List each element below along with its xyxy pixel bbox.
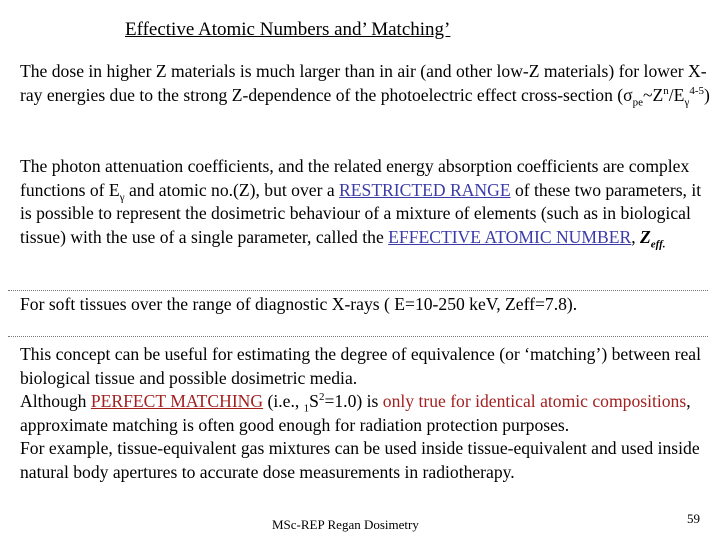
paragraph-matching (20, 343, 710, 484)
zeff-z: Z (640, 226, 651, 247)
paragraph-soft-tissue: For soft tissues over the range of diagnostic X-rays ( E=10-250 keV, Zeff=7.8). (20, 294, 578, 314)
approx-z: ~Z (643, 84, 664, 105)
p1-text: The dose in higher Z materials is much larger than in air (and other low-Z materials) for lower X-ray energies due to the strong Z-dependence of the photoelectric effect cross-section ( (20, 61, 707, 105)
p4-text-b: , approximate matching is often good enough for radiation protection purposes. (20, 391, 691, 435)
close-paren: ) (703, 84, 710, 105)
restricted-range-link[interactable]: RESTRICTED RANGE (339, 179, 511, 200)
footer-course: MSc-REP Regan Dosimetry (272, 517, 419, 532)
sup-2: 2 (318, 391, 325, 404)
sup-n: n (663, 84, 669, 97)
zeff-symbol (640, 226, 666, 251)
sigma-symbol: σ (623, 84, 633, 105)
comma: , (631, 226, 641, 247)
paragraph-photoelectric (20, 60, 710, 107)
p2-text-a: The photon attenuation coefficients, and the related energy absorption coefficients are complex functions of E (20, 156, 690, 200)
p4-text-a: This concept can be useful for estimating the degree of equivalence (or ‘matching’) between real biological tissue and possible dosimetric media. (20, 344, 701, 388)
p2-text-c: of these two parameters, it is possible to represent the dosimetric behaviour of a mixture of elements (such as in biological tissue) with the use of a single parameter, called the (20, 179, 702, 247)
sub-gamma: γ (119, 191, 125, 204)
p4-ie-close: =1.0) is (324, 391, 383, 411)
p2-text-b: and atomic no.(Z), but over a (124, 179, 340, 200)
sub-1: 1 (303, 402, 310, 415)
only-true-emphasis: only true for identical atomic compositions (382, 391, 687, 411)
p4-text-c: For example, tissue-equivalent gas mixtures can be used inside tissue-equivalent and used inside natural body apertures to accurate dose measurements in radiotherapy. (20, 438, 700, 482)
zeff-sub: eff. (650, 238, 666, 251)
p4-ie-open: (i.e., (263, 391, 304, 411)
s-symbol: S (309, 391, 319, 411)
divider-top (8, 290, 708, 291)
divider-bottom (8, 336, 708, 337)
perfect-matching-link[interactable]: PERFECT MATCHING (90, 391, 264, 411)
sub-gamma: γ (684, 96, 690, 109)
p4-although: Although (20, 391, 91, 411)
slash-e: /E (668, 84, 685, 105)
page-number: 59 (687, 511, 700, 526)
sup-exponent: 4-5 (689, 84, 704, 97)
slide-title: Effective Atomic Numbers and’ Matching’ (125, 19, 451, 40)
effective-atomic-number-link[interactable]: EFFECTIVE ATOMIC NUMBER (388, 226, 632, 247)
paragraph-effective-atomic-number (20, 155, 710, 249)
sub-pe: pe (632, 96, 644, 109)
